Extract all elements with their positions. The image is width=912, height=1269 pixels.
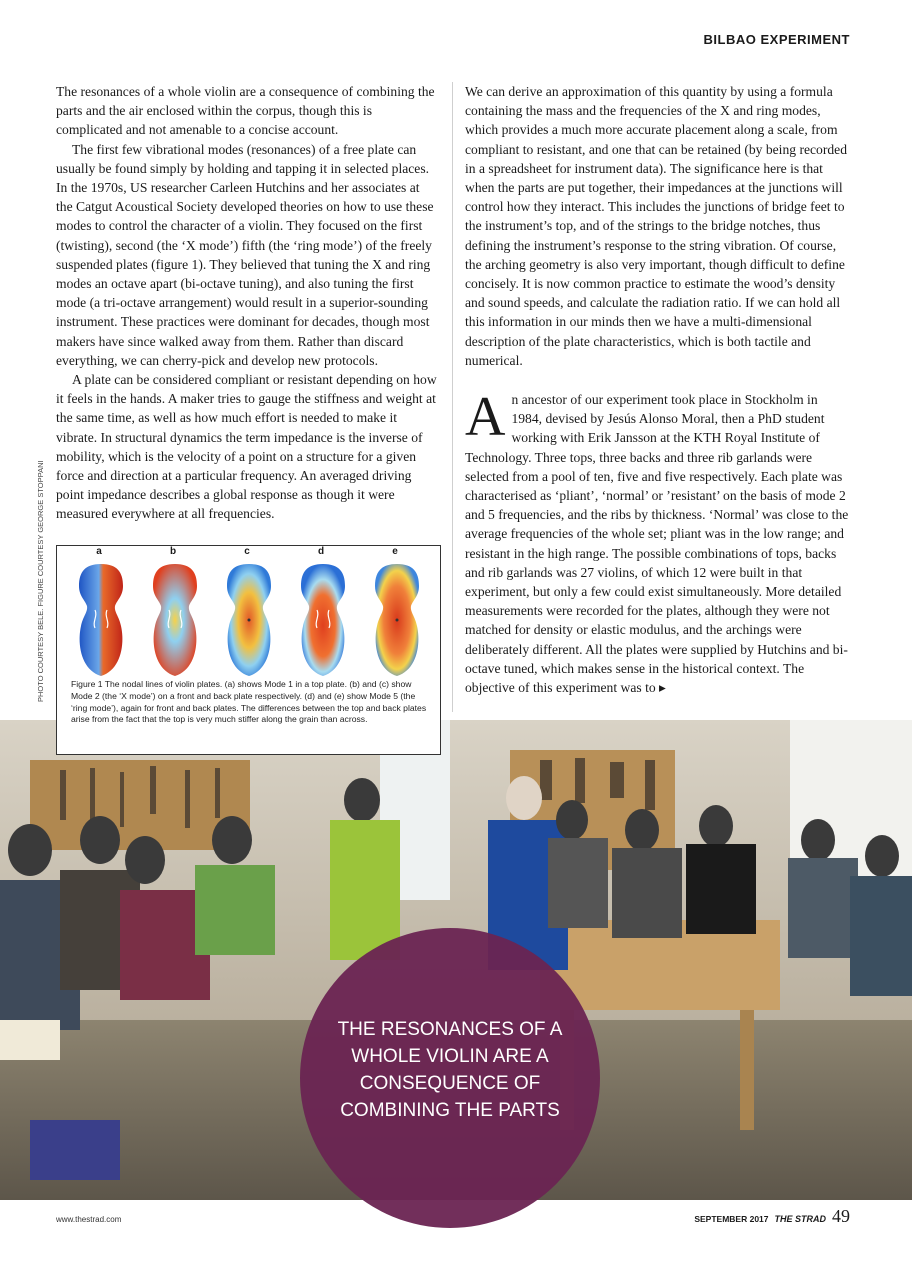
plate-d bbox=[301, 564, 345, 676]
body-paragraph: The first few vibrational modes (resonances) of a free plate can usually be found simply by holding and tapping it in selected places. In the 1970s, US researcher Carleen Hutchins and her associates at the Catgut Acoustical Society developed theories on how to use these modes to control the character of a violin. They focused on the first (twisting), second (the ‘X mode’) fifth (the ‘ring mode’) of the freely suspended plates (figure 1). They believed that tuning the X and ring modes an octave apart (bi-octave tuning), and also tuning the first mode (a tri-octave arrangement) would result in a superior-sounding instrument. These practices were dominant for decades, though most makers have since walked away from them. Rather than discard everything, we can cherry-pick and develop new protocols. bbox=[56, 141, 434, 368]
photo-credit: PHOTO COURTESY BELE. FIGURE COURTESY GEORGE STOPPANI bbox=[36, 460, 45, 702]
plate-a bbox=[79, 564, 123, 676]
figure-caption: Figure 1 The nodal lines of violin plates. (a) shows Mode 1 in a top plate. (b) and (c) show Mode 2 (the ‘X mode’) on a front and back plate respectively. (d) and (e) show Mode 5 (the ‘ring mode’), again for front and back plates. The differences between the top and back plates arise from the fact that the top is very much stiffer along the grain than across. bbox=[71, 679, 427, 725]
pull-quote: THE RESONANCES OF A WHOLE VIOLIN ARE A CONSEQUENCE OF COMBINING THE PARTS bbox=[337, 1019, 563, 1121]
drop-cap: A bbox=[465, 386, 506, 449]
left-column bbox=[56, 82, 438, 524]
section-header: BILBAO EXPERIMENT bbox=[703, 32, 850, 47]
column-divider bbox=[452, 82, 453, 712]
footer-issue: SEPTEMBER 2017 bbox=[694, 1214, 769, 1224]
figure-label-b: b bbox=[169, 546, 177, 557]
body-paragraph: We can derive an approximation of this quantity by using a formula containing the mass and the frequencies of the X and ring modes, which provides a much more accurate placement along a scale, from compliant to resistant, and one that can be retained (by being recorded in a spreadsheet for instrument data). The significance here is that when the parts are put together, their impedances at the junctions will control how they interact. This includes the junctions of bridge feet to the instrument’s top, and of the strings to the bridge notches, thus defining the instrument’s response to the string vibration. Of course, the arching geometry is also very important, though difficult to define concisely. It is now common practice to estimate the wood’s density and sound speeds, and calculate the radiation ratio. If we can hold all this information in our minds then we have a multi-dimensional description of the plate characteristics, which is both tactile and numerical. bbox=[465, 84, 847, 368]
figure-label-e: e bbox=[392, 546, 398, 557]
footer-magazine: THE STRAD bbox=[774, 1214, 826, 1224]
figure-label-a: a bbox=[96, 546, 102, 557]
plate-b bbox=[153, 564, 197, 676]
section-text: n ancestor of our experiment took place in Stockholm in 1984, devised by Jesús Alonso Moral, then a PhD student working with Erik Jansson at the KTH Royal Institute of Technology. Three tops, three backs and three rib garlands were selected from a pool of ten, five and five respectively. Each plate was characterised as ‘pliant’, ‘normal’ or ’resistant’ on the basis of mode 2 and 5 frequencies, and the ribs by thickness. ‘Normal’ was close to the average frequencies of the whole set; pliant was in the low range; and resistant in the high range. The possible combinations of tops, backs and rib garlands was 27 violins, of which 12 were built in that experiment, but only a few could exist simultaneously. More detailed measurements were recorded for the plates, although they were not matched for density or elastic modulus, and the archings were deliberately different. All the plates were supplied by Hutchins and bi-octave tuned, which makes sense in the historical context. The objective of this experiment was to ▸ bbox=[465, 392, 849, 696]
figure-label-c: c bbox=[244, 546, 250, 557]
body-paragraph: A plate can be considered compliant or resistant depending on how it feels in the hands. A maker tries to gauge the stiffness and weight at the same time, as well as how much effort is needed to make it vibrate. In structural dynamics the term impedance is the inverse of mobility, which is the velocity of a point on a structure for a given force and direction at a particular frequency. An averaged driving point impedance describes a global response as though it were measured everywhere at all frequencies. bbox=[56, 372, 437, 522]
violin-plate-modes bbox=[65, 552, 433, 676]
figure-1 bbox=[56, 545, 441, 755]
section-paragraph bbox=[465, 386, 849, 697]
figure-label-d: d bbox=[317, 546, 325, 557]
footer-folio bbox=[694, 1206, 850, 1227]
right-column bbox=[465, 82, 849, 697]
footer-url: www.thestrad.com bbox=[56, 1215, 122, 1224]
body-paragraph: The resonances of a whole violin are a consequence of combining the parts and the air enclosed within the corpus, though this is complicated and not amenable to a concise account. bbox=[56, 84, 435, 138]
page-number: 49 bbox=[832, 1206, 850, 1226]
